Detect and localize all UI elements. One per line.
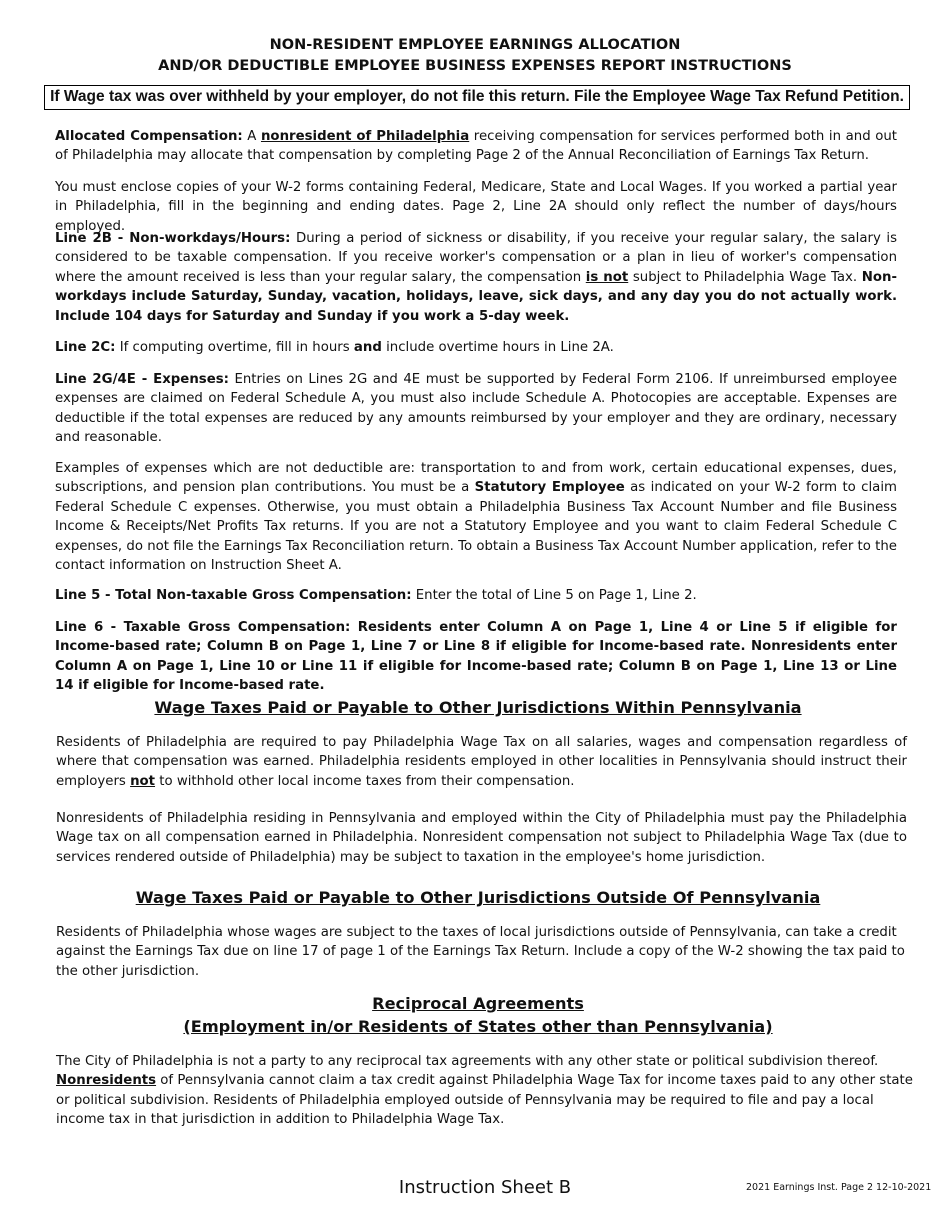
outside-pa-paragraph: Residents of Philadelphia whose wages are subject to the taxes of local jurisdictions outside of Pennsylvania, can take a credit against the Earnings Tax due on line 17 of page 1 of the Earnings Tax Return. Include a copy of the W-2 showing the tax paid to the other jurisdiction. (56, 925, 905, 979)
line-2g-paragraph (55, 370, 897, 448)
is-not-term: is not (585, 269, 629, 285)
line-5-label: Line 5 - Total Non-taxable Gross Compensation: (55, 588, 412, 603)
line-2g-label: Line 2G/4E - Expenses: (55, 372, 229, 387)
line-2b-label: Line 2B - Non-workdays/Hours: (55, 231, 291, 246)
examples-paragraph (55, 459, 897, 575)
allocated-label: Allocated Compensation: (55, 129, 243, 144)
allocated-compensation-paragraph (55, 127, 897, 166)
reciprocal-paragraph (56, 1052, 916, 1130)
outside-pa-heading: Wage Taxes Paid or Payable to Other Jurisdictions Outside Of Pennsylvania (135, 888, 821, 907)
line-2b-paragraph (55, 229, 897, 326)
line-2c-text2: include overtime hours in Line 2A. (381, 340, 614, 355)
allocated-text: receiving compensation for services performed both in and out of Philadelphia may allocate that compensation by completing Page 2 of the Annual Reconciliation of Earnings Tax Return. (55, 129, 897, 164)
page-title (0, 35, 950, 76)
within-p1a: Residents of Philadelphia are required to pay Philadelphia Wage Tax on all salaries, wages and compensation regardless of where that compensation was earned. Philadelphia residents employed in other localities in Pennsylvania should instruct their employers (56, 735, 907, 789)
line-2c-label: Line 2C: (55, 340, 116, 355)
line-5-paragraph (55, 586, 897, 605)
within-pa-heading: Wage Taxes Paid or Payable to Other Jurisdictions Within Pennsylvania (154, 698, 802, 717)
form-revision-label: 2021 Earnings Inst. Page 2 12-10-2021 (746, 1182, 932, 1193)
nonresident-term: nonresident of Philadelphia (260, 129, 470, 144)
refund-notice-banner: If Wage tax was over withheld by your employer, do not file this return. File the Employee Wage Tax Refund Petition. (44, 85, 910, 110)
allocated-pre: A (242, 129, 261, 144)
within-pa-paragraph-1 (56, 733, 907, 791)
reciprocal-heading-2: (Employment in/or Residents of States other than Pennsylvania) (183, 1017, 773, 1036)
line-6-paragraph: Line 6 - Taxable Gross Compensation: Residents enter Column A on Page 1, Line 4 or Line 5 if eligible for Income-based rate; Column B on Page 1, Line 7 or Line 8 if eligible for Income-based rate. Nonresidents enter Column A on Page 1, Line 10 or Line 11 if eligible for Income-based rate; Column B on Page 1, Line 13 or Line 14 if eligible for Income-based rate. (55, 620, 897, 694)
statutory-employee-term: Statutory Employee (474, 480, 625, 496)
examples-text1: Examples of expenses which are not deductible are: transportation to and from work, certain educational expenses, dues, subscriptions, and pension plan contributions. You must be a (55, 461, 897, 496)
line-5-text: Enter the total of Line 5 on Page 1, Line 2. (411, 588, 697, 603)
line-2g-text: Entries on Lines 2G and 4E must be supported by Federal Form 2106. If unreimbursed employee expenses are claimed on Federal Schedule A, you must also include Schedule A. Photocopies are acceptable. Expenses are deductible if the total expenses are reduced by any amounts reimbursed by your employer and they are ordinary, necessary and reasonable. (55, 372, 897, 446)
within-p1b: to withhold other local income taxes from their compensation. (155, 773, 575, 789)
not-term: not (130, 773, 156, 789)
line-2b-text2: subject to Philadelphia Wage Tax. (628, 269, 862, 285)
line-2c-text1: If computing overtime, fill in hours (115, 340, 354, 355)
title-line-1: NON-RESIDENT EMPLOYEE EARNINGS ALLOCATION (269, 37, 681, 53)
line-2c-paragraph (55, 338, 897, 357)
line-2b-bold: Non-workdays include Saturday, Sunday, vacation, holidays, leave, sick days, and any day you do not actually work. Include 104 days for Saturday and Sunday if you work a 5-day week. (55, 269, 898, 324)
line-2c-and: and (353, 340, 382, 355)
title-line-2: AND/OR DEDUCTIBLE EMPLOYEE BUSINESS EXPENSES REPORT INSTRUCTIONS (158, 57, 792, 74)
examples-text2: as indicated on your W-2 form to claim Federal Schedule C expenses. Otherwise, you must obtain a Philadelphia Business Tax Account Number and file Business Income & Receipts/Net Profits Tax returns. If you are not a Statutory Employee and you want to claim Federal Schedule C expenses, do not file the Earnings Tax Reconciliation return. To obtain a Business Tax Account Number application, refer to the contact information on Instruction Sheet A. (55, 480, 897, 574)
w2-paragraph: You must enclose copies of your W-2 forms containing Federal, Medicare, State and Local Wages. If you worked a partial year in Philadelphia, fill in the beginning and ending dates. Page 2, Line 2A should only reflect the number of days/hours employed. (55, 180, 897, 234)
reciprocal-heading-1: Reciprocal Agreements (372, 994, 584, 1013)
nonresidents-term: Nonresidents (56, 1073, 157, 1089)
line-2b-text1: During a period of sickness or disability, if you receive your regular salary, the salary is considered to be taxable compensation. If you receive worker's compensation or a plan in lieu of worker's compensation where the amount received is less than your regular salary, the compensation (55, 231, 897, 285)
reciprocal-line-2: of Pennsylvania cannot claim a tax credit against Philadelphia Wage Tax for income taxes paid to any other state or political subdivision. Residents of Philadelphia employed outside of Pennsylvania may be required to file and pay a local income tax in that jurisdiction in addition to Philadelphia Wage Tax. (56, 1073, 913, 1128)
reciprocal-heading (0, 992, 950, 1038)
reciprocal-line-1: The City of Philadelphia is not a party to any reciprocal tax agreements with any other state or political subdivision thereof. (56, 1054, 879, 1069)
within-pa-paragraph-2: Nonresidents of Philadelphia residing in Pennsylvania and employed within the City of Philadelphia must pay the Philadelphia Wage tax on all compensation earned in Philadelphia. Nonresident compensation not subject to Philadelphia Wage Tax (due to services rendered outside of Philadelphia) may be subject to taxation in the employee's home jurisdiction. (56, 811, 907, 865)
instruction-sheet-label: Instruction Sheet B (398, 1177, 572, 1198)
